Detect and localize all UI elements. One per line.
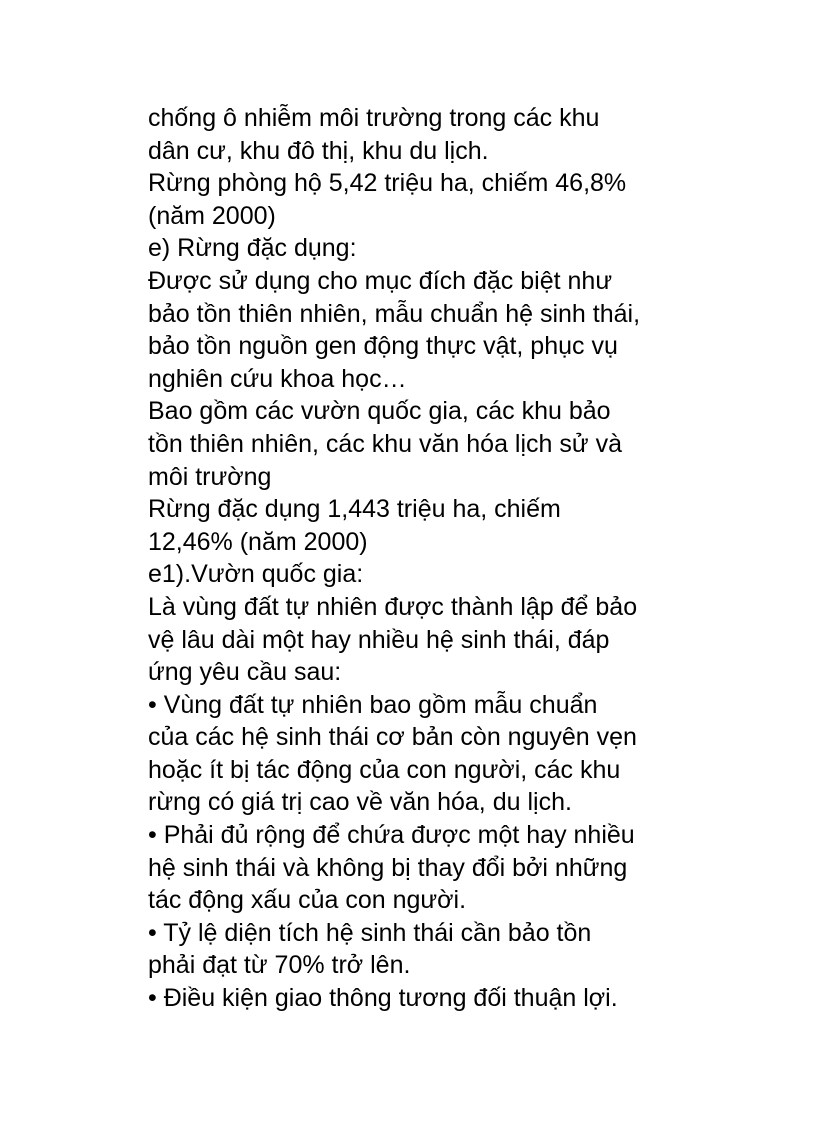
text-line: Là vùng đất tự nhiên được thành lập để bảo <box>148 592 638 621</box>
text-line: nghiên cứu khoa học… <box>148 364 407 393</box>
text-line: dân cư, khu đô thị, khu du lịch. <box>148 136 489 165</box>
section-heading: e1).Vườn quốc gia: <box>148 560 364 589</box>
text-line: vệ lâu dài một hay nhiều hệ sinh thái, đáp <box>148 625 610 654</box>
text-line: bảo tồn nguồn gen động thực vật, phục vụ <box>148 332 618 361</box>
text-line: (năm 2000) <box>148 201 276 230</box>
bullet-item: • Phải đủ rộng để chứa được một hay nhiều <box>148 821 635 850</box>
document-page <box>148 102 708 1015</box>
text-line: chống ô nhiễm môi trường trong các khu <box>148 104 600 132</box>
bullet-item: • Vùng đất tự nhiên bao gồm mẫu chuẩn <box>148 690 598 719</box>
text-line: bảo tồn thiên nhiên, mẫu chuẩn hệ sinh thái, <box>148 299 641 328</box>
text-line: Rừng phòng hộ 5,42 triệu ha, chiếm 46,8% <box>148 169 627 198</box>
text-line: 12,46% (năm 2000) <box>148 527 368 556</box>
text-line: hệ sinh thái và không bị thay đổi bởi những <box>148 853 628 882</box>
text-line: môi trường <box>148 462 272 491</box>
text-line: của các hệ sinh thái cơ bản còn nguyên vẹn <box>148 723 637 752</box>
text-line: Bao gồm các vườn quốc gia, các khu bảo <box>148 397 611 426</box>
text-line: ứng yêu cầu sau: <box>148 658 342 687</box>
bullet-item: • Tỷ lệ diện tích hệ sinh thái cần bảo tồn <box>148 918 592 947</box>
text-line: tồn thiên nhiên, các khu văn hóa lịch sử và <box>148 429 622 458</box>
text-line: hoặc ít bị tác động của con người, các khu <box>148 755 621 784</box>
text-line: phải đạt từ 70% trở lên. <box>148 951 411 980</box>
text-line: Được sử dụng cho mục đích đặc biệt như <box>148 266 613 295</box>
text-line: tác động xấu của con người. <box>148 886 467 915</box>
text-line: Rừng đặc dụng 1,443 triệu ha, chiếm <box>148 495 561 524</box>
section-heading: e) Rừng đặc dụng: <box>148 234 357 263</box>
bullet-item: • Điều kiện giao thông tương đối thuận lợi. <box>148 984 618 1013</box>
text-line: rừng có giá trị cao về văn hóa, du lịch. <box>148 788 572 817</box>
